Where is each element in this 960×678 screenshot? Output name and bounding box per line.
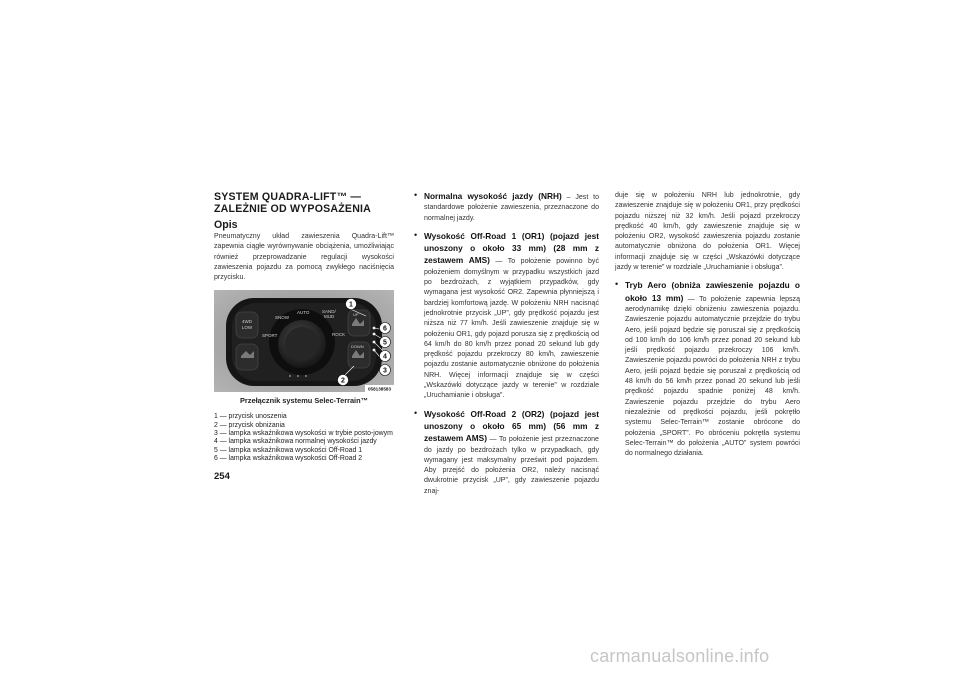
label-sand: SAND/ (322, 309, 336, 315)
bullet-text: — To położenie jest przeznaczone do jazdy po bezdrożach tylko w przypadkach, gdy wymagany jest maksymalny prześwit pod pojazdem. Aby przejść do położenia OR2, należy nacisnąć dwukrotnie przycisk „UP”, gdy zawieszenie pojazdu znaj- (424, 436, 599, 495)
bullet-nrh (414, 191, 599, 224)
legend-list (214, 413, 394, 463)
label-auto: AUTO (297, 310, 310, 316)
heading-line-2: ZALEŻNIE OD WYPOSAŻENIA (214, 203, 372, 215)
callout-2: 2 (341, 377, 345, 385)
section-heading (214, 191, 394, 215)
subheading: Opis (214, 219, 238, 231)
label-low: LOW (241, 325, 253, 331)
callout-1: 1 (349, 301, 353, 309)
switch-illustration (214, 290, 394, 392)
label-snow: SNOW (275, 315, 289, 321)
or2-continuation: duje się w położeniu NRH lub jednokrotnie, gdy zawieszenie znajduje się w położeniu OR1, przy prędkości pojazdu niższej niż 32 km/h. Jeśli pojazd przekroczy prędkość 40 km/h, gdy zawieszenie znajduje się w położeniu OR2, wysokość zawieszenia pojazdu zostanie automatycznie obniżona do położenia OR1. Więcej informacji znajduje się w części „Wskazówki dotyczące jazdy w terenie” w rozdziale „Uruchamianie i obsługa”. (615, 192, 800, 272)
column-middle (414, 191, 599, 504)
intro-paragraph: Pneumatyczny układ zawieszenia Quadra-Lift™ zapewnia ciągłe wyrównywanie obciążenia, umożliwiając również przeprowadzanie regulacji wysokości zawieszenia pojazdu za pomocą zwykłego naciśnięcia przycisku. (214, 233, 394, 282)
selec-terrain-switch-photo (214, 290, 394, 392)
legend-item: 4 — lampka wskaźnikowa normalnej wysokości jazdy (214, 438, 377, 446)
bullet-title: Normalna wysokość jazdy (NRH) (424, 191, 562, 201)
legend-item: 3 — lampka wskaźnikowa wysokości w trybie posto-jowym (214, 430, 393, 438)
label-mud: MUD (324, 314, 335, 320)
legend-item: 5 — lampka wskaźnikowa wysokości Off-Road 1 (214, 446, 363, 454)
callout-5: 5 (383, 339, 387, 347)
label-up: UP (353, 312, 359, 318)
callout-3: 3 (383, 367, 387, 375)
bullet-aero (615, 280, 800, 459)
bullet-or1 (414, 231, 599, 402)
label-4wd: 4WD (242, 319, 252, 325)
bullet-title: Tryb Aero (obniża zawieszenie pojazdu o około 13 mm) (625, 280, 800, 303)
column-left (214, 191, 394, 463)
watermark: carmanualsonline.info (590, 646, 770, 666)
label-sport: SPORT (262, 333, 278, 339)
legend-item: 6 — lampka wskaźnikowa wysokości Off-Road 2 (214, 454, 363, 462)
label-down: DOWN (351, 344, 364, 350)
bullet-title: Wysokość Off-Road 2 (OR2) (pojazd jest unoszony o około 65 mm) (56 mm z zestawem AMS) (424, 408, 599, 444)
bullet-or2 (414, 409, 599, 497)
legend-item: 2 — przycisk obniżania (214, 421, 285, 429)
bullet-text: — To położenie powinno być położeniem domyślnym w przypadku wszystkich jazd po bezdrożach, z wyjątkiem przypadków, gdy wymagana jest wysokość OR2. Zapewnia płynniejszą i bardziej komfortową jazdę. W położeniu NRH nacisnąć jednokrotnie przycisk „UP”, gdy prędkość pojazdu jest niższa niż 77 km/h. Jeśli zawieszenie znajduje się w położeniu OR1, gdy pojazd porusza się z prędkością od 64 km/h do 80 km/h przez ponad 20 sekund lub gdy prędkość pojazdu przekroczy 80 km/h, zawieszenie pojazdu zostanie automatycznie obniżone do położenia NRH. Więcej informacji znajduje się w części „Wskazówki dotyczące jazdy w terenie” w rozdziale „Uruchamianie i obsługa”. (424, 258, 599, 400)
callout-6: 6 (383, 325, 387, 333)
bullet-text: – Jest to standardowe położenie zawieszenia, przeznaczone do normalnej jazdy. (424, 194, 599, 222)
legend-item: 1 — przycisk unoszenia (214, 413, 287, 421)
heading-line-1: SYSTEM QUADRA-LIFT™ — (214, 191, 362, 203)
figure-caption: Przełącznik systemu Selec-Terrain™ (239, 396, 369, 406)
label-rock: ROCK (332, 332, 346, 338)
bullet-title: Wysokość Off-Road 1 (OR1) (pojazd jest unoszony o około 33 mm) (28 mm z zestawem AMS) (424, 230, 599, 266)
bullet-text: — To położenie zapewnia lepszą aerodynamikę dzięki obniżeniu zawieszenia pojazdu. Zawieszenie pojazdu automatycznie przejdzie do trybu Aero, jeśli pojazd będzie się poruszał się z prędkością od 100 km/h do 106 km/h przez ponad 20 sekund lub jeśli prędkość pojazdu przekroczy 106 km/h. Zawieszenie pojazdu powróci do położenia NRH z trybu Aero, jeśli pojazd będzie się poruszał z prędkością od 48 km/h do 56 km/h przez ponad 20 sekund lub jeśli prędkość pojazdu spadnie poniżej 48 km/h. Zawieszenie pojazdu przejdzie do trybu Aero niezależnie od prędkości pojazdu, jeśli pokrętło systemu Selec-Terrain™ zostanie obrócone do położenia „SPORT”. Po obróceniu pokrętła systemu Selec-Terrain™ do położenia „AUTO” system powróci do normalnego działania. (625, 295, 800, 458)
column-right (615, 191, 800, 466)
page-number: 254 (214, 471, 230, 482)
figure-code: 058138583 (368, 386, 391, 392)
callout-4: 4 (383, 353, 387, 361)
